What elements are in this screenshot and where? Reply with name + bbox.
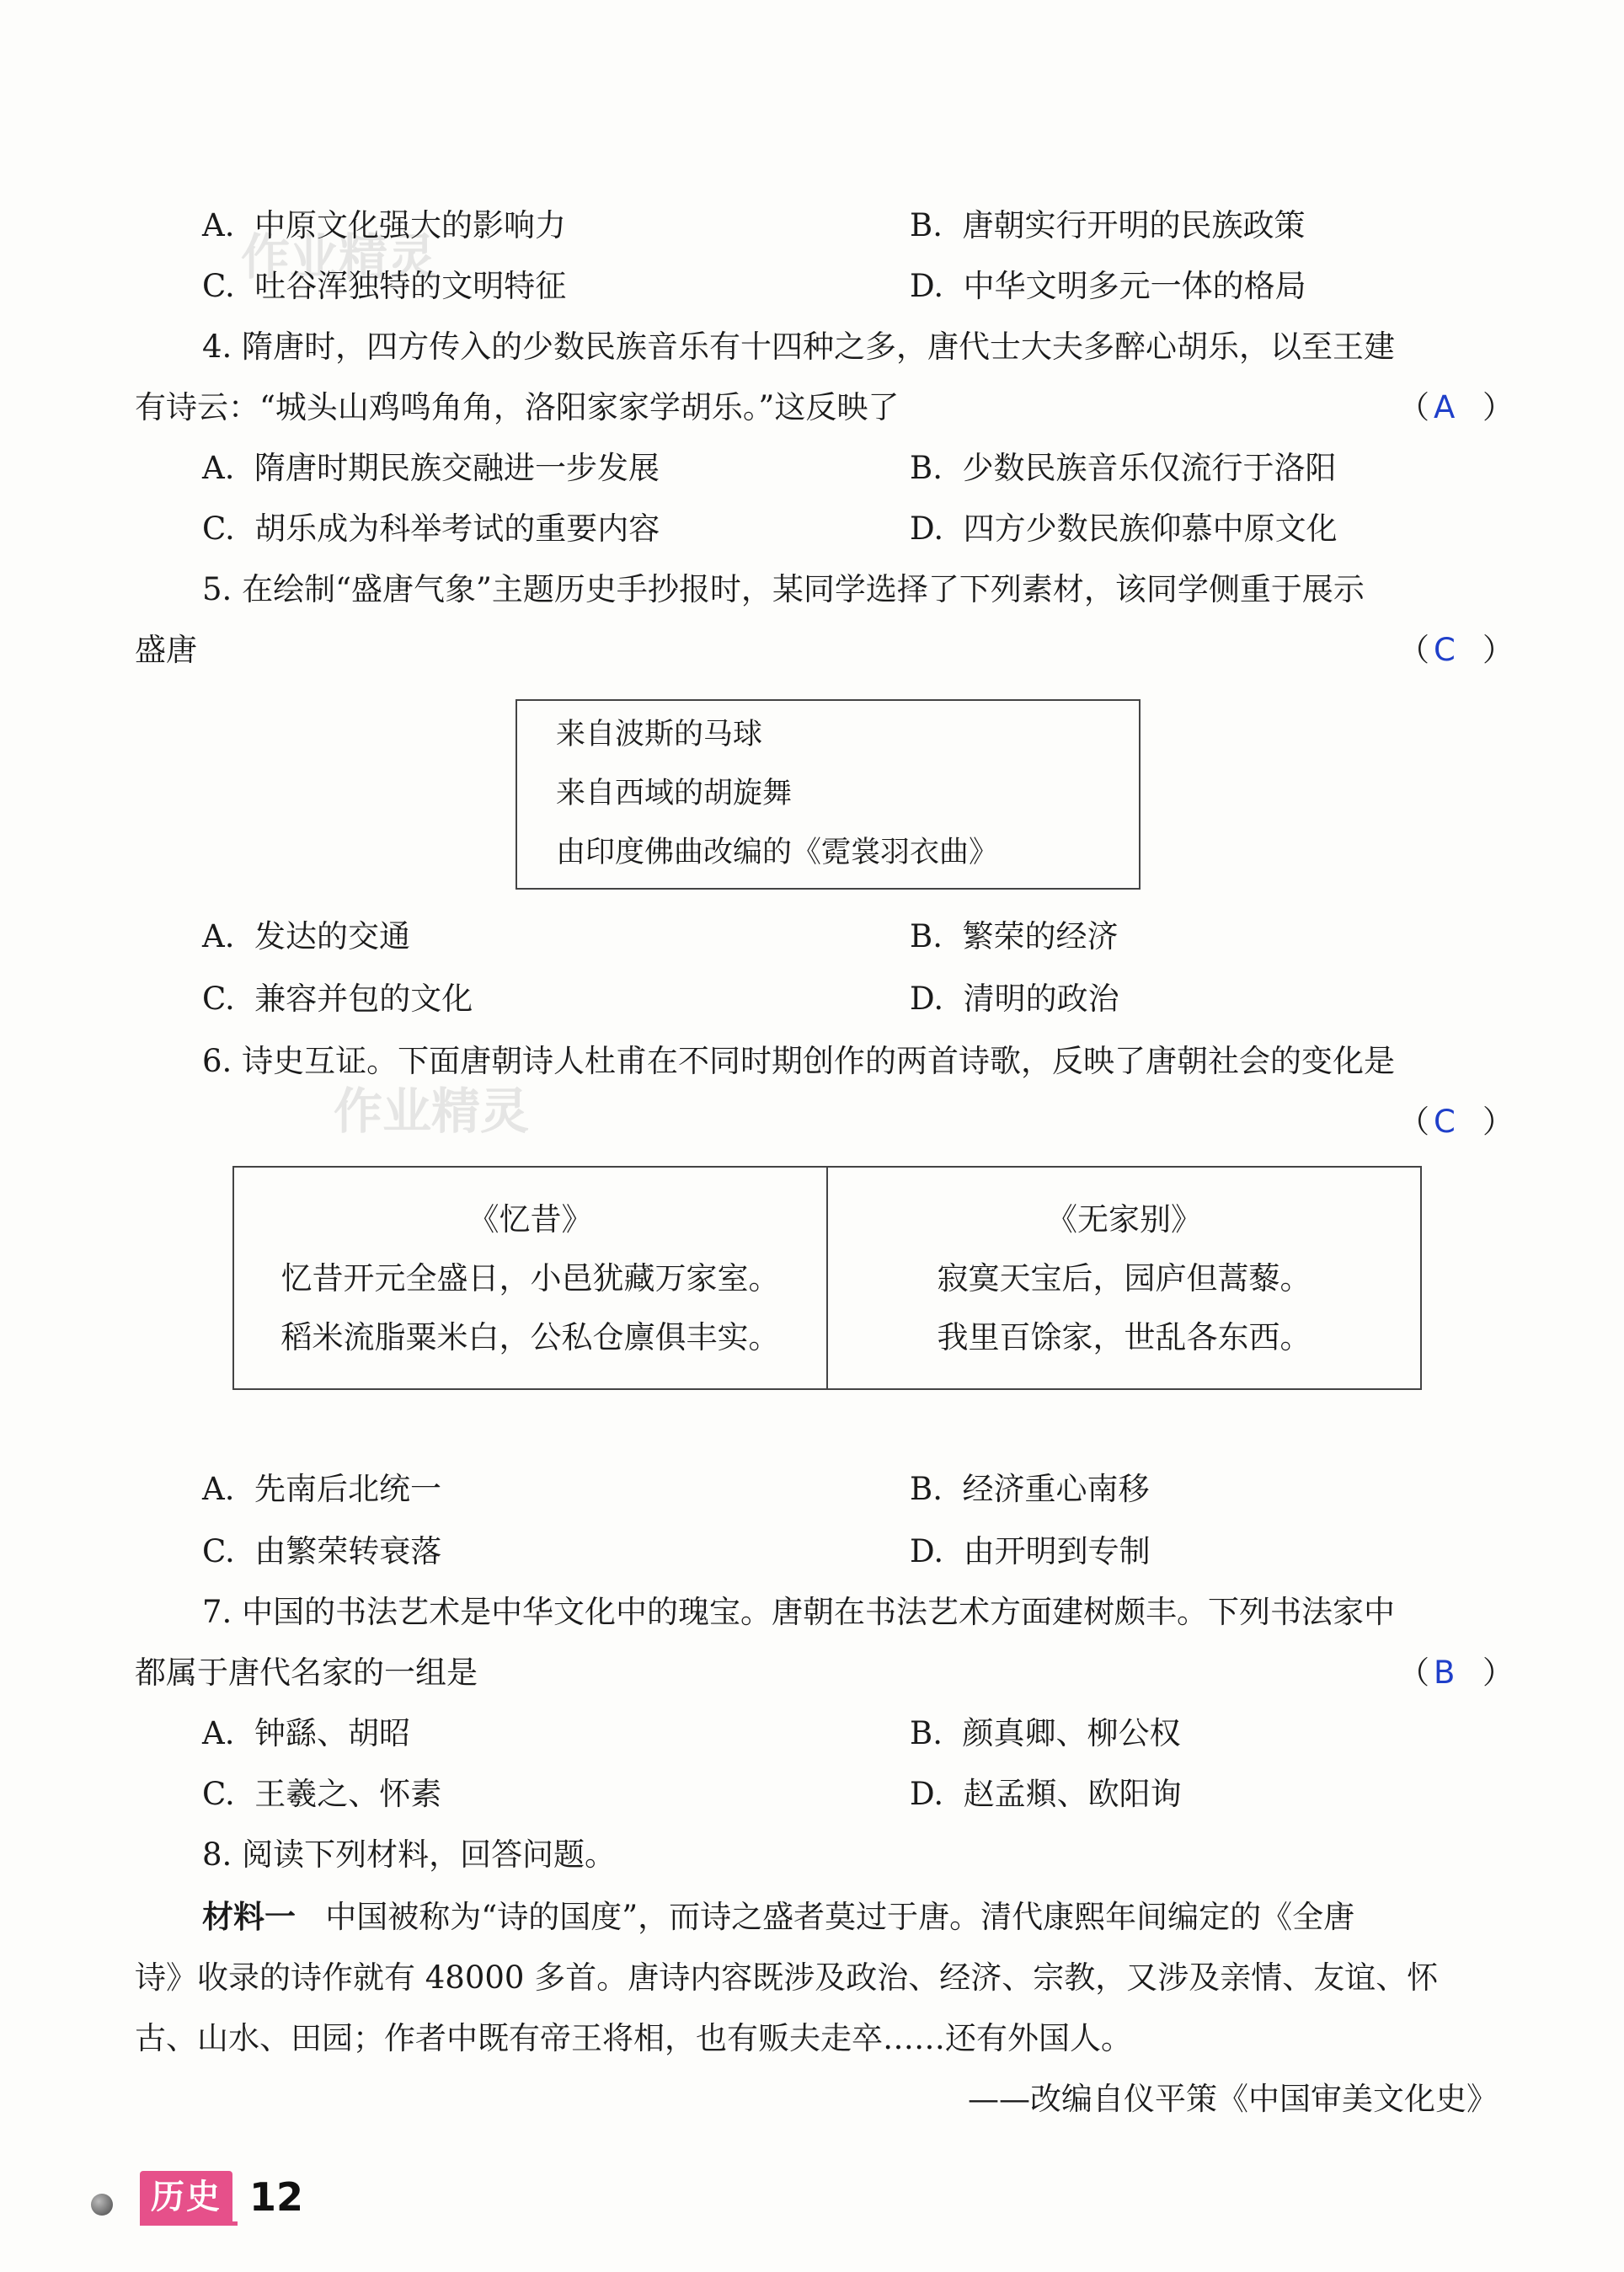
option: D. 清明的政治 — [910, 981, 1119, 1017]
option: B. 繁荣的经济 — [910, 918, 1119, 954]
question-text: 5. 在绘制“盛唐气象”主题历史手抄报时，某同学选择了下列素材，该同学侧重于展示 — [202, 571, 1365, 607]
question-text: 都属于唐代名家的一组是 — [135, 1655, 478, 1691]
material-paragraph: 诗》收录的诗作就有 48000 多首。唐诗内容既涉及政治、经济、宗教，又涉及亲情、友谊、怀 — [135, 1959, 1439, 1996]
answer-value: B — [1434, 1655, 1456, 1691]
poem-line: 稻米流脂粟米白，公私仓廪俱丰实。 — [280, 1319, 780, 1355]
answer-value: C — [1434, 632, 1456, 668]
option: C. 王羲之、怀素 — [202, 1776, 442, 1812]
bullet-icon — [91, 2194, 113, 2216]
material-paragraph: 古、山水、田园；作者中既有帝王将相，也有贩夫走卒……还有外国人。 — [135, 2020, 1132, 2056]
material-paragraph: 材料一 中国被称为“诗的国度”，而诗之盛者莫过于唐。清代康熙年间编定的《全唐 — [202, 1899, 1355, 1935]
question-text: 4. 隋唐时，四方传入的少数民族音乐有十四种之多，唐代士大夫多醉心胡乐，以至王建 — [202, 329, 1396, 365]
question-text: 盛唐 — [135, 632, 197, 668]
page-number: 12 — [249, 2174, 304, 2220]
poem-cell-right — [828, 1168, 1420, 1388]
material-source: ——改编自仪平策《中国审美文化史》 — [968, 2081, 1498, 2117]
question-text: 7. 中国的书法艺术是中华文化中的瑰宝。唐朝在书法艺术方面建树颇丰。下列书法家中 — [202, 1594, 1396, 1630]
material-label: 材料一 — [202, 1899, 296, 1935]
poem-cell-left — [234, 1168, 826, 1388]
poem-line: 我里百馀家，世乱各东西。 — [937, 1319, 1311, 1355]
option: A. 钟繇、胡昭 — [202, 1715, 411, 1751]
option: C. 吐谷浑独特的文明特征 — [202, 268, 567, 304]
material-line: 来自波斯的马球 — [556, 718, 763, 751]
question-text: 有诗云：“城头山鸡鸣角角，洛阳家家学胡乐。”这反映了 — [135, 389, 900, 425]
option: D. 赵孟頫、欧阳询 — [910, 1776, 1182, 1812]
option: B. 颜真卿、柳公权 — [910, 1715, 1181, 1751]
poem-table — [232, 1166, 1422, 1390]
answer-value: A — [1434, 389, 1456, 425]
option: B. 少数民族音乐仅流行于洛阳 — [910, 450, 1337, 486]
option: A. 隋唐时期民族交融进一步发展 — [202, 450, 660, 486]
watermark: 作业精灵 — [241, 228, 437, 286]
option: D. 由开明到专制 — [910, 1533, 1151, 1569]
option: C. 由繁荣转衰落 — [202, 1533, 442, 1569]
material-box — [516, 699, 1141, 890]
option: A. 发达的交通 — [202, 918, 411, 954]
option: D. 四方少数民族仰慕中原文化 — [910, 511, 1338, 547]
option: A. 中原文化强大的影响力 — [202, 207, 567, 243]
poem-title: 《忆昔》 — [467, 1201, 593, 1238]
option: D. 中华文明多元一体的格局 — [910, 268, 1306, 304]
option: A. 先南后北统一 — [202, 1471, 442, 1507]
question-text: 6. 诗史互证。下面唐朝诗人杜甫在不同时期创作的两首诗歌，反映了唐朝社会的变化是 — [202, 1043, 1396, 1079]
footer-rule — [140, 2221, 238, 2226]
poem-title: 《无家别》 — [1046, 1201, 1202, 1238]
watermark: 作业精灵 — [334, 1083, 530, 1140]
question-text: 8. 阅读下列材料，回答问题。 — [202, 1836, 617, 1873]
option: B. 经济重心南移 — [910, 1471, 1150, 1507]
material-line: 由印度佛曲改编的《霓裳羽衣曲》 — [556, 836, 999, 869]
option: B. 唐朝实行开明的民族政策 — [910, 207, 1306, 243]
poem-line: 忆昔开元全盛日，小邑犹藏万家室。 — [280, 1260, 780, 1296]
option: C. 兼容并包的文化 — [202, 981, 473, 1017]
option: C. 胡乐成为科举考试的重要内容 — [202, 511, 660, 547]
poem-line: 寂寞天宝后，园庐但蒿藜。 — [937, 1260, 1311, 1296]
material-line: 来自西域的胡旋舞 — [556, 777, 793, 810]
answer-value: C — [1434, 1104, 1456, 1140]
subject-tag: 历史 — [140, 2171, 232, 2223]
